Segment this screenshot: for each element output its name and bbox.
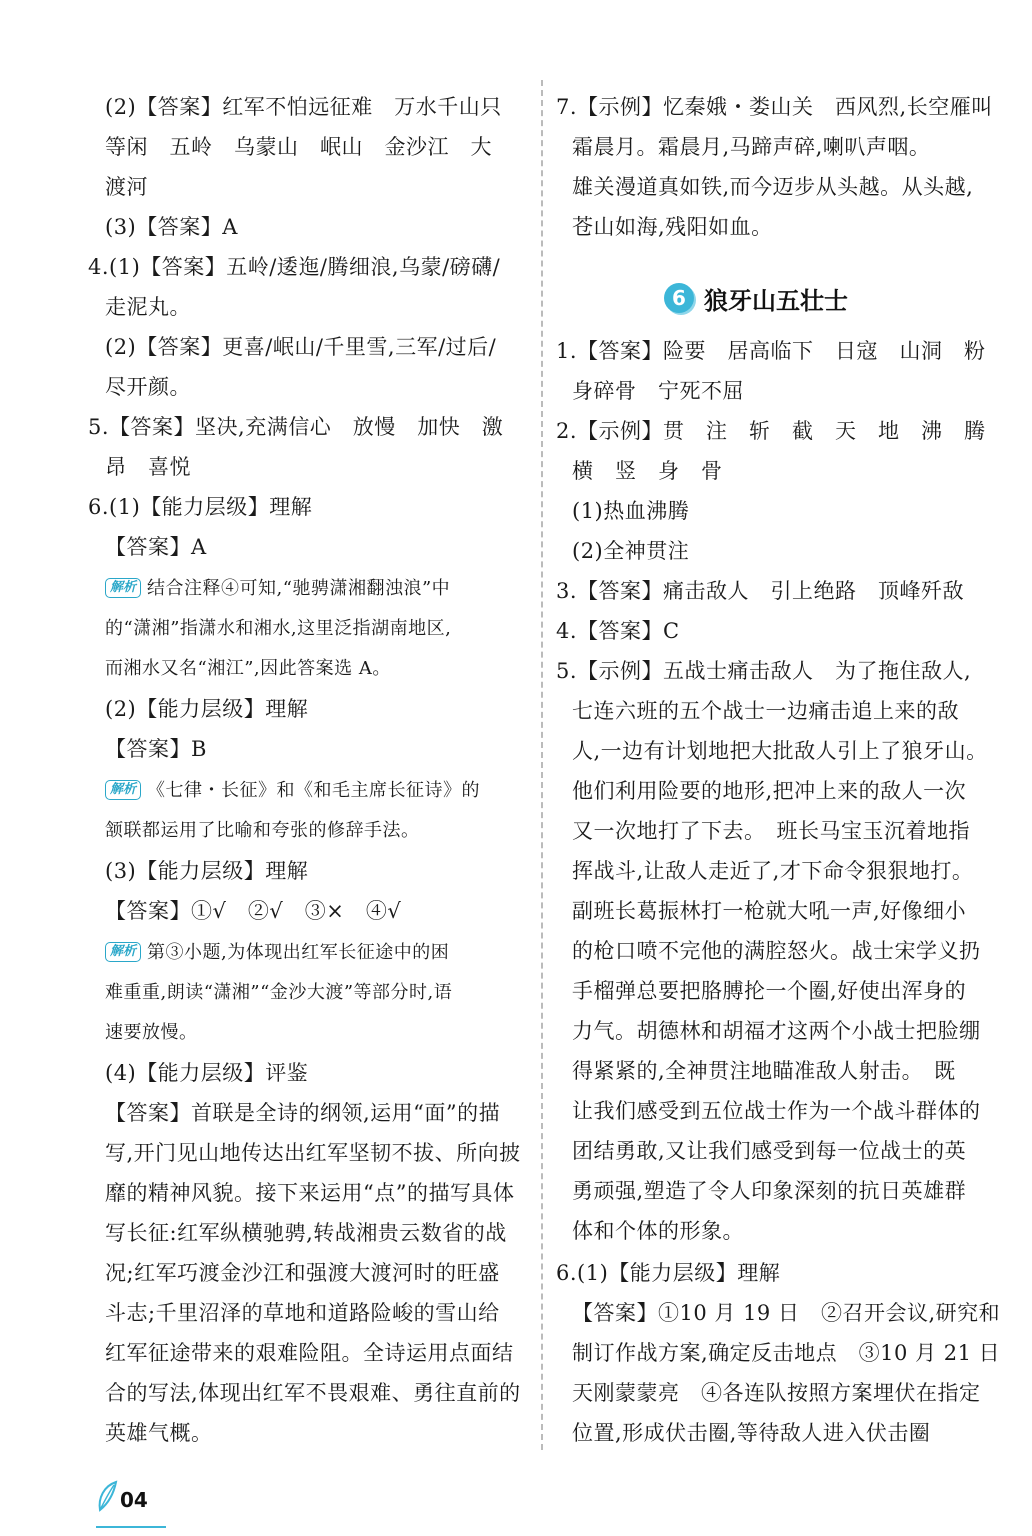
text-line [105, 212, 238, 242]
line-text: 雄关漫道真如铁,而今迈步从头越。从头越, [572, 175, 974, 199]
line-text: 难重重,朗读“潇湘”“金沙大渡”等部分时,语 [105, 982, 453, 1003]
text-line [105, 1018, 198, 1048]
text-line [105, 1338, 514, 1368]
text-line [572, 1176, 966, 1206]
text-line [105, 1258, 500, 1288]
line-text: 2.【示例】贯 注 斩 截 天 地 沸 腾 [556, 419, 986, 443]
line-text: 【答案】①√ ②√ ③× ④√ [105, 899, 402, 923]
text-line [105, 1178, 514, 1208]
line-text: 英雄气概。 [105, 1421, 213, 1445]
line-text: (2)全神贯注 [572, 539, 690, 563]
line-text: 3.【答案】痛击敌人 引上绝路 顶峰歼敌 [556, 579, 965, 603]
text-line [556, 576, 964, 606]
line-text: 霜晨月。霜晨月,马蹄声碎,喇叭声咽。 [572, 135, 931, 159]
text-line [572, 736, 988, 766]
text-line [572, 896, 966, 926]
line-text: 苍山如海,残阳如血。 [572, 215, 773, 239]
line-text: 结合注释④可知,“驰骋潇湘翻浊浪”中 [147, 578, 451, 599]
section-title: 狼牙山五壮士 [704, 286, 848, 315]
text-line [105, 1298, 500, 1328]
line-text: 6.(1)【能力层级】理解 [556, 1261, 781, 1285]
column-divider [541, 80, 543, 1450]
text-line [105, 614, 451, 644]
line-text: (2)【答案】红军不怕远征难 万水千山只 [105, 95, 502, 119]
line-text: 渡河 [105, 175, 148, 199]
line-text: 位置,形成伏击圈,等待敌人进入伏击圈 [572, 1421, 931, 1445]
line-text: 【答案】①10 月 19 日 ②召开会议,研究和 [572, 1301, 1001, 1325]
text-line [572, 1298, 1000, 1328]
line-text: 写长征:红军纵横驰骋,转战湘贵云数省的战 [105, 1221, 507, 1245]
line-text: 手榴弹总要把胳膊抡一个圈,好使出浑身的 [572, 979, 967, 1003]
text-line [572, 172, 973, 202]
line-text: 他们利用险要的地形,把冲上来的敌人一次 [572, 779, 967, 803]
line-text: 副班长葛振林打一枪就大吼一声,好像细小 [572, 899, 967, 923]
text-line [572, 1056, 956, 1086]
line-text: (4)【能力层级】评鉴 [105, 1061, 309, 1085]
text-line [105, 776, 480, 806]
page-number-text: 04 [120, 1488, 148, 1512]
text-line [572, 1378, 981, 1408]
text-line [556, 656, 971, 686]
text-line [572, 1418, 930, 1448]
text-line [105, 1098, 500, 1128]
text-line [572, 816, 970, 846]
line-text: 天刚蒙蒙亮 ④各连队按照方案埋伏在指定 [572, 1381, 981, 1405]
text-line [572, 496, 689, 526]
line-text: 【答案】A [105, 535, 207, 559]
text-line [105, 1418, 213, 1448]
line-text: 体和个体的形象。 [572, 1219, 744, 1243]
text-line [572, 856, 973, 886]
line-text: 力气。胡德林和胡福才这两个小战士把脸绷 [572, 1019, 981, 1043]
text-line [556, 336, 986, 366]
text-line [105, 816, 420, 846]
line-text: 合的写法,体现出红军不畏艰难、勇往直前的 [105, 1381, 521, 1405]
line-text: 速要放慢。 [105, 1022, 198, 1043]
line-text: 又一次地打了下去。 班长马宝玉沉着地指 [572, 819, 970, 843]
text-line [105, 896, 401, 926]
analysis-tag: 解析 [105, 942, 141, 962]
text-line [572, 1016, 981, 1046]
line-text: 挥战斗,让敌人走近了,才下命令狠狠地打。 [572, 859, 974, 883]
line-text: 人,一边有计划地把大批敌人引上了狼牙山。 [572, 739, 988, 763]
line-text: 4.(1)【答案】五岭/逶迤/腾细浪,乌蒙/磅礴/ [88, 255, 501, 279]
line-text: 况;红军巧渡金沙江和强渡大渡河时的旺盛 [105, 1261, 500, 1285]
line-text: 团结勇敢,又让我们感受到每一位战士的英 [572, 1139, 967, 1163]
text-line [105, 532, 207, 562]
text-line [105, 574, 450, 604]
line-text: 《七律・长征》和《和毛主席长征诗》的 [147, 780, 481, 801]
line-text: 红军征途带来的艰难险阻。全诗运用点面结 [105, 1341, 514, 1365]
line-text: 写,开门见山地传达出红军坚韧不拔、所向披 [105, 1141, 521, 1165]
text-line [105, 292, 191, 322]
line-text: 第③小题,为体现出红军长征途中的困 [147, 942, 450, 963]
line-text: 身碎骨 宁死不屈 [572, 379, 744, 403]
line-text: 让我们感受到五位战士作为一个战斗群体的 [572, 1099, 981, 1123]
text-line [105, 654, 391, 684]
text-line [105, 734, 207, 764]
text-line [105, 332, 496, 362]
line-text: 【答案】B [105, 737, 207, 761]
line-text: 勇顽强,塑造了令人印象深刻的抗日英雄群 [572, 1179, 967, 1203]
line-text: 的“潇湘”指潇水和湘水,这里泛指湖南地区, [105, 618, 452, 639]
page-number-rule [96, 1526, 166, 1528]
line-text: 4.【答案】C [556, 619, 680, 643]
line-text: 【答案】首联是全诗的纲领,运用“面”的描 [105, 1101, 501, 1125]
line-text: (3)【答案】A [105, 215, 238, 239]
text-line [572, 132, 930, 162]
text-line [556, 92, 993, 122]
line-text: 靡的精神风貌。接下来运用“点”的描写具体 [105, 1181, 515, 1205]
text-line [572, 696, 959, 726]
line-text: 等闲 五岭 乌蒙山 岷山 金沙江 大 [105, 135, 492, 159]
line-text: (2)【能力层级】理解 [105, 697, 309, 721]
line-text: 制订作战方案,确定反击地点 ③10 月 21 日 [572, 1341, 1001, 1365]
text-line [105, 938, 449, 968]
analysis-tag: 解析 [105, 578, 141, 598]
line-text: 1.【答案】险要 居高临下 日寇 山洞 粉 [556, 339, 986, 363]
text-line [572, 776, 966, 806]
text-line [556, 416, 986, 446]
text-line [572, 976, 966, 1006]
text-line [572, 1338, 1000, 1368]
text-line [105, 372, 191, 402]
line-text: 而湘水又名“湘江”,因此答案选 A。 [105, 658, 391, 679]
text-line [105, 694, 308, 724]
text-line [105, 1138, 521, 1168]
analysis-tag: 解析 [105, 780, 141, 800]
text-line [105, 1218, 507, 1248]
text-line [105, 132, 492, 162]
section-heading [664, 280, 848, 316]
line-text: 斗志;千里沼泽的草地和道路险峻的雪山给 [105, 1301, 500, 1325]
line-text: (3)【能力层级】理解 [105, 859, 309, 883]
text-line [572, 212, 773, 242]
section-number-badge: 6 [664, 283, 694, 313]
page-number [96, 1480, 148, 1512]
text-line [105, 856, 308, 886]
text-line [556, 616, 680, 646]
text-line [105, 172, 148, 202]
text-line [88, 412, 503, 442]
line-text: (1)热血沸腾 [572, 499, 690, 523]
text-line [88, 492, 312, 522]
text-line [572, 376, 744, 406]
text-line [572, 456, 723, 486]
line-text: 7.【示例】忆秦娥・娄山关 西风烈,长空雁叫 [556, 95, 993, 119]
text-line [105, 92, 502, 122]
text-line [556, 1258, 780, 1288]
line-text: 七连六班的五个战士一边痛击追上来的敌 [572, 699, 959, 723]
text-line [105, 1058, 308, 1088]
text-line [88, 252, 500, 282]
text-line [105, 978, 452, 1008]
text-line [572, 1216, 744, 1246]
text-line [105, 452, 191, 482]
line-text: 颔联都运用了比喻和夸张的修辞手法。 [105, 820, 420, 841]
line-text: (2)【答案】更喜/岷山/千里雪,三军/过后/ [105, 335, 497, 359]
line-text: 6.(1)【能力层级】理解 [88, 495, 313, 519]
line-text: 尽开颜。 [105, 375, 191, 399]
text-line [105, 1378, 521, 1408]
line-text: 横 竖 身 骨 [572, 459, 723, 483]
leaf-icon [96, 1480, 118, 1512]
line-text: 5.【示例】五战士痛击敌人 为了拖住敌人, [556, 659, 972, 683]
line-text: 的枪口喷不完他的满腔怒火。战士宋学义扔 [572, 939, 981, 963]
text-line [572, 536, 689, 566]
line-text: 得紧紧的,全神贯注地瞄准敌人射击。 既 [572, 1059, 956, 1083]
line-text: 走泥丸。 [105, 295, 191, 319]
text-line [572, 936, 981, 966]
line-text: 5.【答案】坚决,充满信心 放慢 加快 激 [88, 415, 504, 439]
text-line [572, 1096, 981, 1126]
line-text: 昂 喜悦 [105, 455, 191, 479]
text-line [572, 1136, 966, 1166]
